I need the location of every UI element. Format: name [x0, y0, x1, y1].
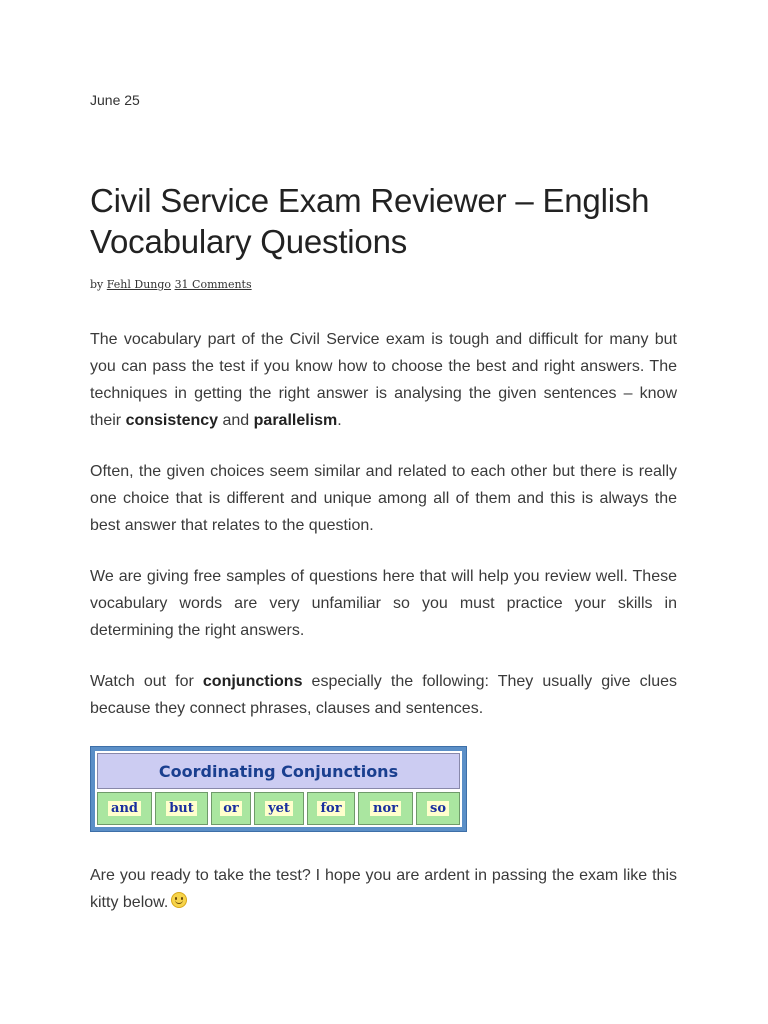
- conj-word: nor: [370, 801, 401, 816]
- bold-parallelism: parallelism: [253, 412, 338, 429]
- conj-text-1: Watch out for: [90, 673, 203, 690]
- conj-table-row: [97, 792, 460, 825]
- conj-cell: [97, 792, 152, 825]
- conj-table-header: Coordinating Conjunctions: [97, 753, 460, 789]
- paragraph-choices: Often, the given choices seem similar and related to each other but there is really one choice that is different and unique among all of them and this is always the best answer that relates to the question.: [90, 463, 677, 534]
- conj-text-2: especially the following: They usually give clues because they connect phrases, clauses and sentences.: [90, 673, 678, 717]
- paragraph-samples: We are giving free samples of questions here that will help you review well. These vocabulary words are very unfamiliar so you must practice your skills in determining the right answers.: [90, 568, 677, 639]
- ready-text: Are you ready to take the test? I hope you are ardent in passing the exam like this kitty below.: [90, 867, 677, 911]
- conj-table-inner: [95, 751, 462, 827]
- conj-cell: [358, 792, 413, 825]
- conj-cell: [155, 792, 208, 825]
- bold-consistency: consistency: [125, 412, 219, 429]
- byline-prefix: by: [90, 278, 104, 291]
- post-content: [90, 326, 677, 940]
- paragraph-intro: [90, 326, 677, 434]
- intro-text-3: .: [337, 412, 342, 429]
- conj-word: and: [108, 801, 141, 816]
- conj-cell: [416, 792, 460, 825]
- paragraph-ready: [90, 862, 677, 916]
- intro-text-1: The vocabulary part of the Civil Service exam is tough and difficult for many but you can pass the test if you know how to choose the best and right answers. The techniques in getting the right answer is analysing the given sentences – know their: [90, 331, 677, 429]
- paragraph-conjunctions: [90, 668, 677, 722]
- author-link[interactable]: Fehl Dungo: [106, 278, 172, 291]
- coordinating-conjunctions-table: [90, 746, 467, 832]
- post-date: June 25: [90, 92, 140, 108]
- conj-cell: [307, 792, 355, 825]
- post-byline: [90, 278, 252, 291]
- conj-word: or: [220, 801, 242, 816]
- conj-word: but: [166, 801, 197, 816]
- conj-cell: [211, 792, 251, 825]
- smiley-emoji-icon: [171, 892, 187, 908]
- conj-word: yet: [265, 801, 293, 816]
- conj-word: so: [427, 801, 449, 816]
- intro-text-2: and: [218, 412, 254, 429]
- conj-word: for: [317, 801, 344, 816]
- post-title: Civil Service Exam Reviewer – English Vocabulary Questions: [90, 182, 650, 260]
- bold-conjunctions: conjunctions: [202, 673, 303, 690]
- comments-link[interactable]: 31 Comments: [174, 278, 252, 291]
- conj-cell: [254, 792, 304, 825]
